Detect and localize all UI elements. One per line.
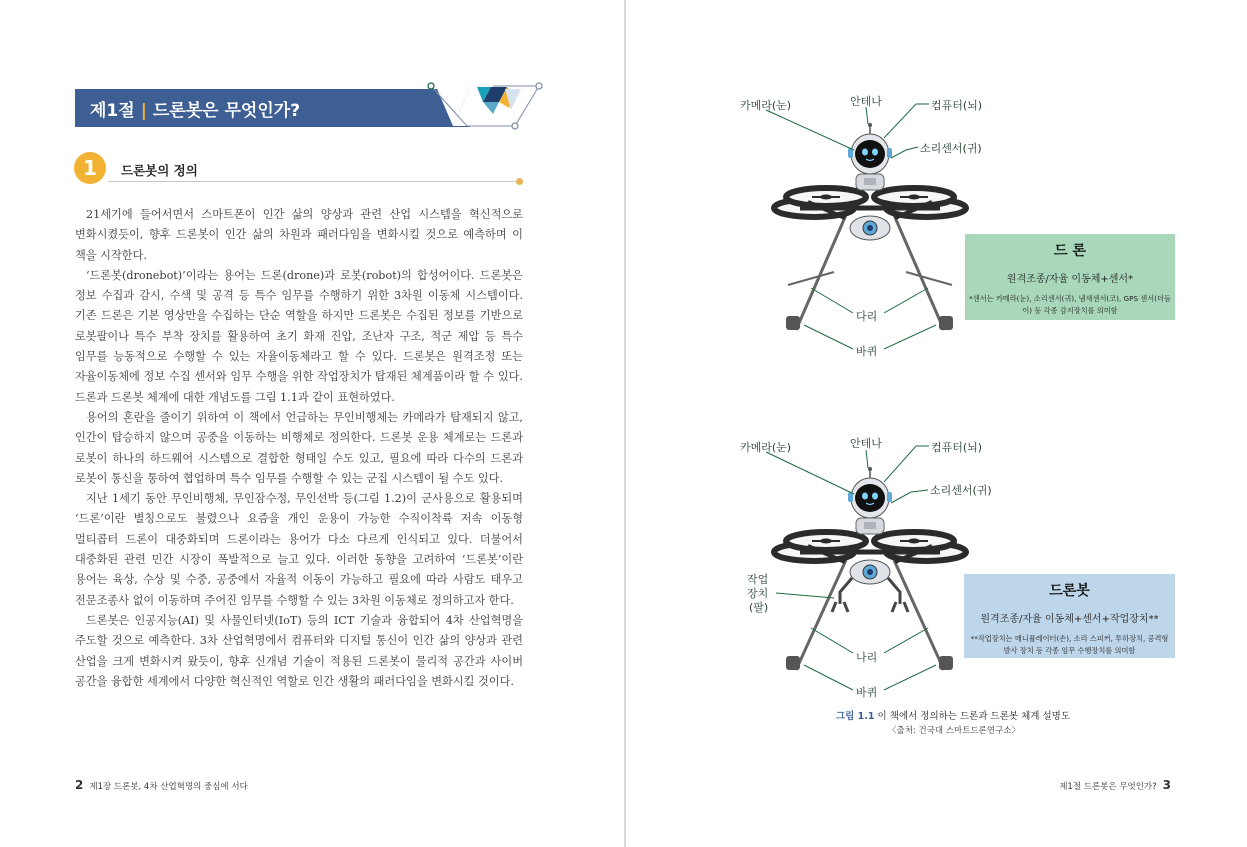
figure-caption xyxy=(836,708,1070,722)
left-page-number: 2 xyxy=(75,778,84,792)
label-legs: 나리 xyxy=(856,651,878,664)
body-text xyxy=(75,205,523,692)
right-running-title: 제1절 드론봇은 무엇인가? xyxy=(1059,782,1157,792)
label-antenna: 안테나 xyxy=(850,437,882,450)
label-antenna: 안테나 xyxy=(850,95,882,108)
subsection-divider xyxy=(108,181,520,182)
left-running-title: 제1장 드론봇, 4차 산업혁명의 중심에 서다 xyxy=(89,782,248,792)
drone-box-note: *센서는 카메라(눈), 소리센서(귀), 냄새센서(코), GPS 센서(더듬이) 등 각종 감지장치를 의미함 xyxy=(969,294,1171,315)
paragraph: 지난 1세기 동안 무인비행체, 무인잠수정, 무인선박 등(그림 1.2)이 군사용으로 활용되며 ‘드론’이란 별칭으로도 불렸으나 요즘을 개인 운용이 가능한 수직이착륙 저속 이동형 멀티콥터 드론이 대중화되며 드론이라는 용어가 다소 다르게 인식되고 있다. 더불어서 대중화된 관련 민간 시장이 폭발적으로 늘고 있다. 이러한 동향을 고려하여 ‘드론봇’이란 용어는 육상, 수상 및 수중, 공중에서 자율적 이동이 가능하고 필요에 따라 사람도 태우고 전문조종사 없이 이동하며 주어진 임무를 수행할 수 있는 3차원 이동체로 정의하고자 한다. xyxy=(75,492,523,607)
label-camera: 카메라(눈) xyxy=(740,441,792,454)
subsection-divider-dot xyxy=(516,178,523,185)
left-footer xyxy=(75,778,248,792)
paragraph: ‘드론봇(dronebot)’이라는 용어는 드론(drone)과 로봇(robot)의 합성어이다. 드론봇은 정보 수집과 감시, 수색 및 공격 등 특수 임무를 수행하기 위한 3차원 이동체 시스템이다. 기존 드론은 기본 영상만을 수집하는 단순 역할을 하지만 드론봇은 수집된 정보를 기반으로 로봇팔이나 특수 부착 장치를 활용하여 초기 화재 진압, 조난자 구조, 적군 제압 등 특수 임무를 능동적으로 수행할 수 있는 자율이동체라고 할 수 있다. 드론봇은 원격조정 또는 자율이동체에 정보 수집 센서와 임무 수행을 위한 작업장치가 탑재된 체계품이라 할 수 있다. 드론과 드론봇 체계에 대한 개념도를 그림 1.1과 같이 표현하였다. xyxy=(75,268,523,404)
label-legs: 다리 xyxy=(856,310,878,323)
label-sound-sensor: 소리센서(귀) xyxy=(920,142,982,155)
subsection-number-badge: 1 xyxy=(74,152,106,184)
label-camera: 카메라(눈) xyxy=(740,99,792,112)
figure-caption-text: 이 책에서 정의하는 드론과 드론봇 체계 설명도 xyxy=(877,711,1071,722)
paragraph: 21세기에 들어서면서 스마트폰이 인간 삶의 양상과 관련 산업 시스템을 혁신적으로 변화시켰듯이, 향후 드론봇이 인간 삶의 차원과 패러다임을 변화시킬 것으로 예측하며 이 책을 시작한다. xyxy=(75,208,523,262)
right-footer xyxy=(1059,778,1171,792)
label-wheels: 바퀴 xyxy=(856,686,878,699)
right-page-number: 3 xyxy=(1162,778,1171,792)
label-computer: 컴퓨터(뇌) xyxy=(931,99,983,112)
dronebot-definition-box xyxy=(964,574,1175,658)
label-computer: 컴퓨터(뇌) xyxy=(931,441,983,454)
label-wheels: 바퀴 xyxy=(856,345,878,358)
drone-definition-box xyxy=(965,234,1175,320)
dronebot-box-formula: 원격조종/자율 이동체+센서+작업장치** xyxy=(980,614,1159,625)
figure-source: 〈출처: 건국대 스마트드론연구소〉 xyxy=(888,726,1021,736)
label-sound-sensor: 소리센서(귀) xyxy=(930,484,992,497)
section-title-text: 드론봇은 무엇인가? xyxy=(152,101,301,121)
label-work-device-3: (팔) xyxy=(749,601,769,614)
label-work-device-1: 작업 xyxy=(747,573,769,586)
section-bar-ornament xyxy=(425,84,555,128)
drone-box-heading: 드 론 xyxy=(1054,243,1086,259)
subsection-title: 드론봇의 정의 xyxy=(121,163,198,178)
section-number: 제1절 xyxy=(90,101,135,121)
right-page xyxy=(626,0,1247,847)
dronebot-box-heading: 드론봇 xyxy=(1049,583,1090,599)
section-title xyxy=(90,96,300,121)
figure-label: 그림 1.1 xyxy=(836,711,875,722)
title-separator: | xyxy=(140,101,147,121)
paragraph: 용어의 혼란을 줄이기 위하여 이 책에서 언급하는 무인비행체는 카메라가 탑재되지 않고, 인간이 탑승하지 않으며 공중을 이동하는 비행체로 정의한다. 드론봇 운용 체계로는 드론과 로봇이 하나의 하드웨어 시스템으로 결합한 형태일 수도 있고, 필요에 따라 다수의 드론과 로봇이 통신을 통하여 협업하며 특수 임무를 수행할 수 있는 군집 시스템이 될 수도 있다. xyxy=(75,410,523,485)
drone-box-formula: 원격조종/자율 이동체+센서* xyxy=(1006,274,1134,285)
paragraph: 드론봇은 인공지능(AI) 및 사물인터넷(IoT) 등의 ICT 기술과 융합되어 4차 산업혁명을 주도할 것으로 예측한다. 3차 산업혁명에서 컴퓨터와 디지털 통신이 인간 삶의 양상과 관련 산업을 크게 변화시켜 왔듯이, 향후 신개념 기술이 적용된 드론봇이 물리적 공간과 사이버 공간을 융합한 세계에서 다양한 혁신적인 역할로 인간 생활의 패러다임을 변화시킬 것이다. xyxy=(75,613,523,688)
dronebot-box-note: **작업장치는 매니퓰레이터(손), 소리 스피커, 투하장치, 공격형 발사 장치 등 각종 임무 수행장치를 의미함 xyxy=(970,634,1169,655)
label-work-device-2: 장치 xyxy=(747,587,769,600)
